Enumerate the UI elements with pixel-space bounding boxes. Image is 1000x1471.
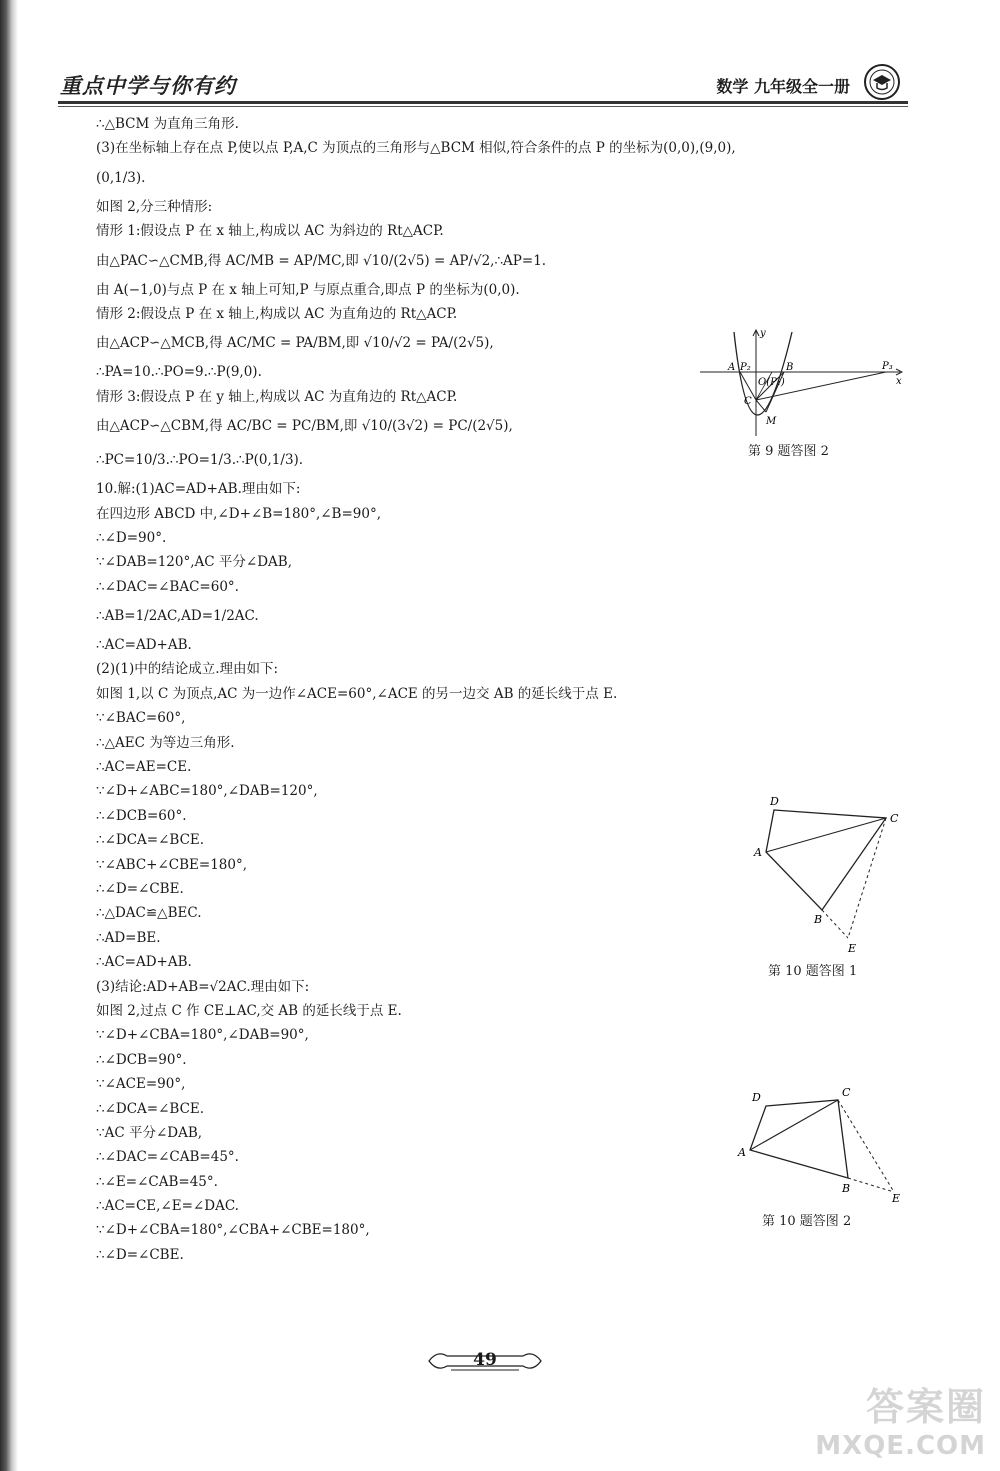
fig9-label-x: x: [896, 376, 902, 387]
text-line: ∴∠DCB=60°.: [96, 807, 187, 824]
text-line: 情形 1:假设点 P 在 x 轴上,构成以 AC 为斜边的 Rt△ACP.: [96, 223, 444, 240]
fig10a-label-D: D: [770, 795, 779, 808]
text-line: ∴AC=CE,∠E=∠DAC.: [96, 1198, 239, 1215]
text-line: ∵∠ACE=90°,: [96, 1076, 186, 1093]
text-line: ∴AB=1/2AC,AD=1/2AC.: [96, 608, 259, 625]
text-line: ∴∠DAC=∠CAB=45°.: [96, 1149, 239, 1166]
page-header: [58, 68, 908, 100]
text-line: (2)(1)中的结论成立.理由如下:: [96, 661, 279, 678]
text-line: ∴∠DCA=∠BCE.: [96, 832, 205, 849]
text-line: (3)在坐标轴上存在点 P,使以点 P,A,C 为顶点的三角形与△BCM 相似,符合条件的点 P 的坐标为(0,0),(9,0),: [96, 140, 736, 157]
text-line: 如图 1,以 C 为顶点,AC 为一边作∠ACE=60°,∠ACE 的另一边交 AB 的延长线于点 E.: [96, 685, 618, 702]
fig10a-label-C: C: [890, 812, 899, 825]
text-line: ∵∠ABC+∠CBE=180°,: [96, 856, 247, 873]
figure-10-1-quadrilateral: [750, 792, 910, 958]
text-line: ∴AD=BE.: [96, 929, 161, 946]
subject-grade: 数学 九年级全一册: [716, 77, 850, 96]
fig10b-label-C: C: [842, 1086, 851, 1099]
text-line: ∴∠DAC=∠BAC=60°.: [96, 578, 239, 595]
text-line: 由 A(−1,0)与点 P 在 x 轴上可知,P 与原点重合,即点 P 的坐标为(0,0).: [96, 281, 520, 298]
fig9-label-O: O(P₁): [758, 377, 785, 388]
book-brand: 重点中学与你有约: [60, 74, 236, 98]
watermark-text: 答案圈: [865, 1385, 986, 1429]
text-line: 由△PAC∽△CMB,得 AC/MB = AP/MC,即 √10/(2√5) = AP/√2,∴AP=1.: [96, 252, 547, 269]
text-line: ∴PA=10.∴PO=9.∴P(9,0).: [96, 364, 262, 381]
watermark-url: MXQE.COM: [815, 1431, 986, 1461]
figure-9-parabola: [700, 328, 910, 440]
figure-10-1-caption: 第 10 题答图 1: [768, 964, 858, 979]
text-line: 由△ACP∽△MCB,得 AC/MC = PA/BM,即 √10/√2 = PA/(2√5),: [96, 335, 494, 352]
text-line: ∴∠D=∠CBE.: [96, 1246, 184, 1263]
text-line: ∴∠D=∠CBE.: [96, 880, 184, 897]
page-number-text: 49: [473, 1350, 497, 1370]
header-rule-thin: [58, 106, 908, 107]
text-line: ∴△BCM 为直角三角形.: [96, 116, 239, 132]
fig10b-label-A: A: [738, 1146, 746, 1159]
text-line: ∴AC=AE=CE.: [96, 759, 192, 776]
text-line: 情形 3:假设点 P 在 y 轴上,构成以 AC 为直角边的 Rt△ACP.: [96, 388, 458, 405]
fig9-label-P3: P₃: [882, 361, 893, 372]
text-line: ∵∠D+∠CBA=180°,∠CBA+∠CBE=180°,: [96, 1222, 370, 1239]
text-line: ∴△DAC≌△BEC.: [96, 905, 202, 922]
fig9-label-P2: P₂: [740, 362, 751, 373]
text-line: ∴PC=10/3.∴PO=1/3.∴P(0,1/3).: [96, 452, 304, 469]
text-line: 10.解:(1)AC=AD+AB.理由如下:: [96, 481, 301, 498]
text-line: ∴∠E=∠CAB=45°.: [96, 1173, 218, 1190]
fig10a-label-B: B: [814, 913, 823, 926]
text-line: ∴△AEC 为等边三角形.: [96, 734, 235, 751]
text-line: 在四边形 ABCD 中,∠D+∠B=180°,∠B=90°,: [96, 505, 382, 522]
figure-9-caption: 第 9 题答图 2: [748, 444, 829, 459]
text-line: 如图 2,分三种情形:: [96, 198, 213, 215]
fig10a-label-E: E: [848, 942, 857, 955]
school-emblem-icon: [862, 62, 902, 102]
text-line: (0,1/3).: [96, 169, 146, 186]
fig9-label-B: B: [786, 362, 794, 373]
fig9-label-A: A: [728, 362, 736, 373]
site-watermark: [815, 1376, 986, 1461]
fig9-label-y: y: [760, 328, 766, 339]
text-line: 情形 2:假设点 P 在 x 轴上,构成以 AC 为直角边的 Rt△ACP.: [96, 305, 458, 322]
figure-10-2-quadrilateral: [736, 1084, 906, 1206]
text-line: ∴AC=AD+AB.: [96, 637, 192, 654]
text-line: 如图 2,过点 C 作 CE⊥AC,交 AB 的延长线于点 E.: [96, 1002, 402, 1019]
page-edge-shadow: [0, 0, 18, 1471]
text-line: ∵∠DAB=120°,AC 平分∠DAB,: [96, 554, 292, 571]
text-line: ∵∠D+∠CBA=180°,∠DAB=90°,: [96, 1027, 309, 1044]
fig9-label-M: M: [766, 416, 777, 427]
text-line: ∴∠D=90°.: [96, 529, 167, 546]
text-line: (3)结论:AD+AB=√2AC.理由如下:: [96, 978, 310, 995]
text-line: ∵AC 平分∠DAB,: [96, 1124, 203, 1141]
header-rule-thick: [58, 101, 908, 104]
fig10b-label-E: E: [892, 1192, 901, 1205]
text-line: ∴AC=AD+AB.: [96, 954, 192, 971]
page-number: [425, 1346, 545, 1376]
text-line: ∴∠DCB=90°.: [96, 1051, 187, 1068]
fig9-label-C: C: [744, 396, 752, 407]
text-line: ∴∠DCA=∠BCE.: [96, 1100, 205, 1117]
fig10b-label-D: D: [752, 1091, 761, 1104]
figure-10-2-caption: 第 10 题答图 2: [762, 1214, 852, 1229]
fig10b-label-B: B: [842, 1182, 851, 1195]
text-line: ∵∠BAC=60°,: [96, 710, 186, 727]
text-line: ∵∠D+∠ABC=180°,∠DAB=120°,: [96, 783, 318, 800]
fig10a-label-A: A: [754, 846, 762, 859]
text-line: 由△ACP∽△CBM,得 AC/BC = PC/BM,即 √10/(3√2) = PC/(2√5),: [96, 418, 513, 435]
